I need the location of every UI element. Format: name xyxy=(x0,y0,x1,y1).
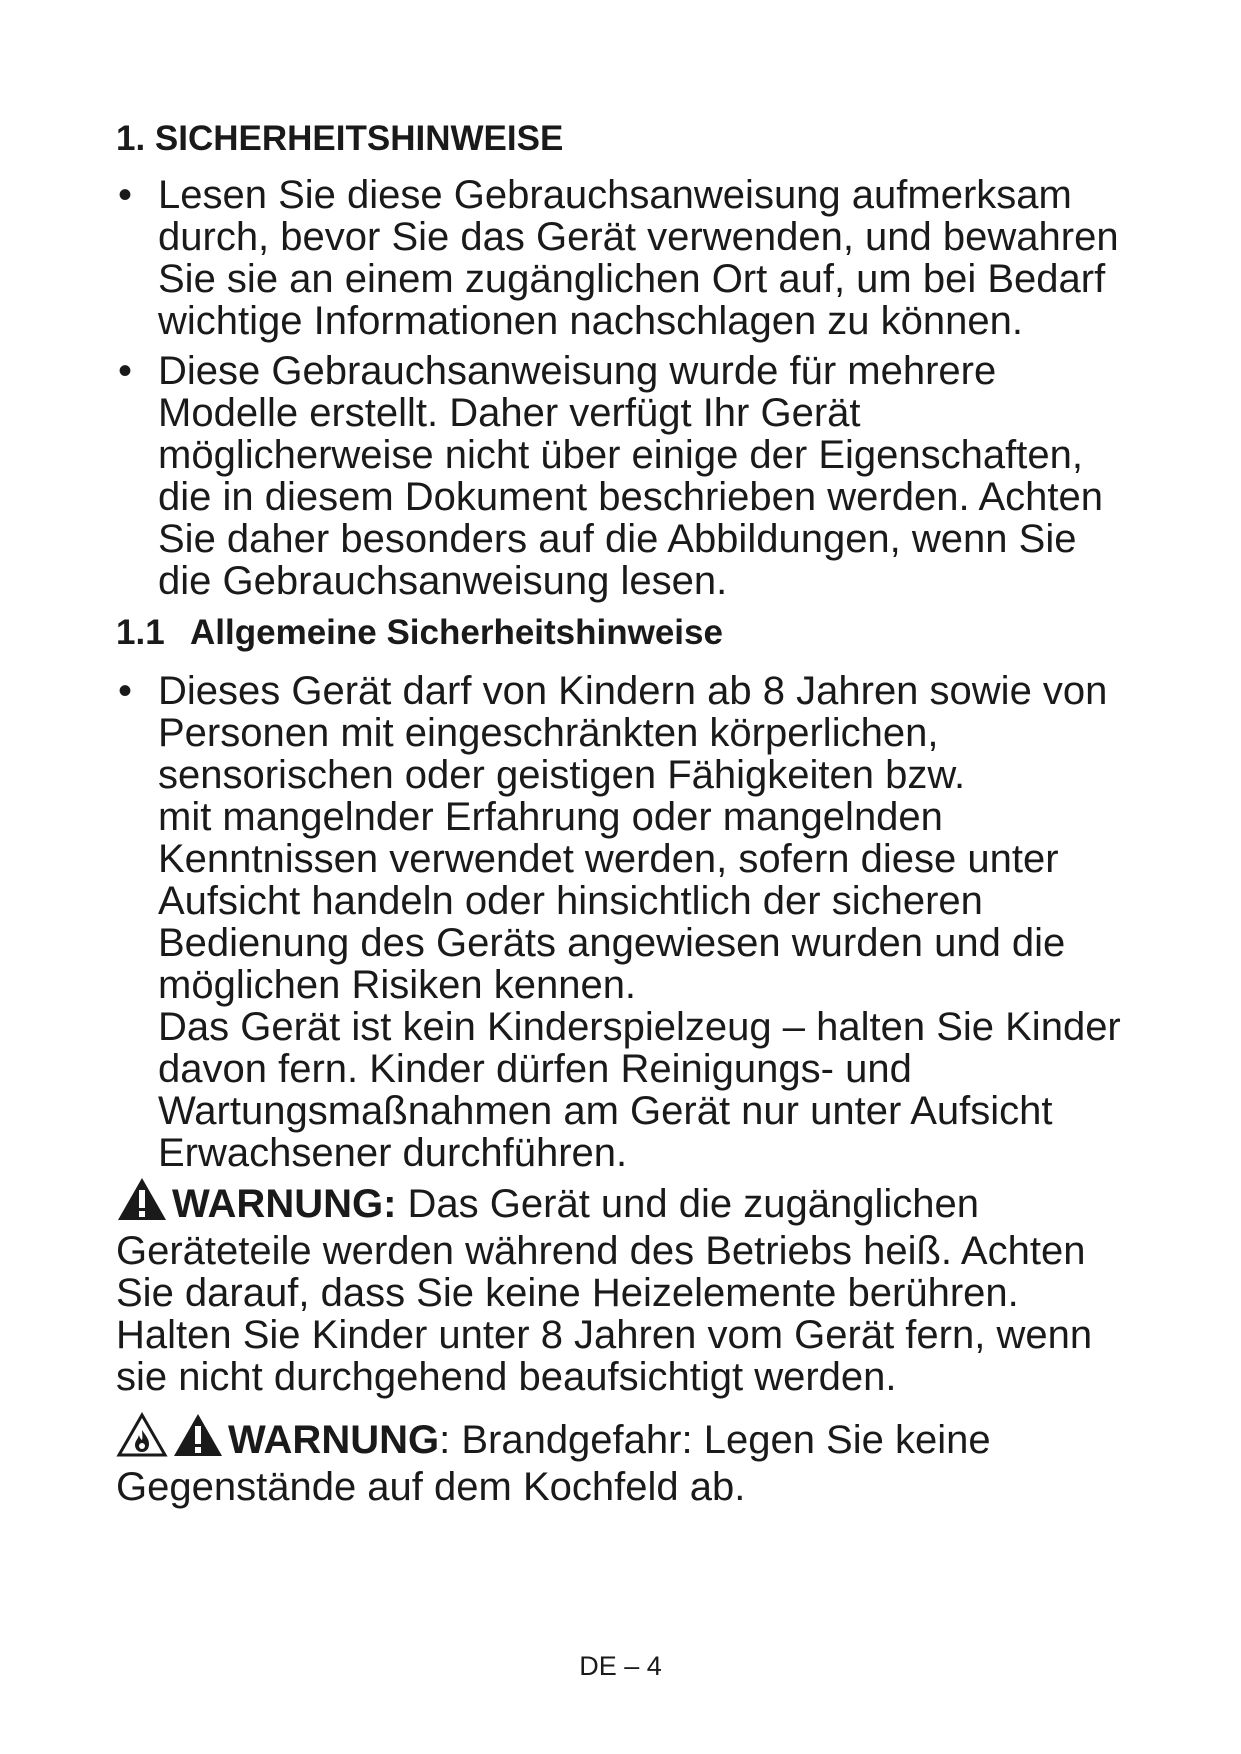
subsection-title xyxy=(116,612,1126,654)
subsection-number: 1.1 xyxy=(116,613,165,652)
warning-label: WARNUNG xyxy=(228,1418,440,1462)
warning-icon xyxy=(116,1176,168,1230)
list-item xyxy=(116,670,1126,1174)
page-number: DE – 4 xyxy=(579,1651,662,1681)
bullet-text: Lesen Sie diese Gebrauchsanweisung aufmerksam durch, bevor Sie das Gerät verwenden, und bewahren Sie sie an einem zugänglichen Ort auf, um bei Bedarf wichtige Informationen nachschlagen zu können. xyxy=(158,173,1119,343)
warning-text: : Brandgefahr: Legen Sie keine Gegenstände auf dem Kochfeld ab. xyxy=(116,1418,991,1509)
list-item xyxy=(116,350,1126,602)
bullet-symbol: • xyxy=(118,669,133,713)
bullet-symbol: • xyxy=(118,173,133,217)
fire-warning-icon xyxy=(116,1412,168,1466)
bullet-text-continued: mit mangelnder Erfahrung oder mangelnden Kenntnissen verwendet werden, sofern diese unter Aufsicht handeln oder hinsichtlich der sicheren Bedienung des Geräts angewiesen wurden und die möglichen Risiken kennen. xyxy=(158,795,1066,1007)
warning-block xyxy=(116,1412,1126,1508)
section-title: 1. SICHERHEITSHINWEISE xyxy=(116,119,564,158)
document-page xyxy=(116,118,1126,1522)
warning-text: Das Gerät und die zugänglichen Geräteteile werden während des Betriebs heiß. Achten Sie darauf, dass Sie keine Heizelemente berühren. Halten Sie Kinder unter 8 Jahren vom Gerät fern, wenn sie nicht durchgehend beaufsichtigt werden. xyxy=(116,1182,1093,1399)
bullet-text-continued: Das Gerät ist kein Kinderspielzeug – halten Sie Kinder davon fern. Kinder dürfen Reinigungs- und Wartungsmaßnahmen am Gerät nur unter Aufsicht Erwachsener durchführen. xyxy=(158,1005,1121,1175)
subsection-title-text: Allgemeine Sicherheitshinweise xyxy=(190,613,723,652)
warning-icon xyxy=(172,1412,224,1466)
warning-label: WARNUNG: xyxy=(172,1182,397,1226)
bullet-symbol: • xyxy=(118,349,133,393)
bullet-text: Dieses Gerät darf von Kindern ab 8 Jahren sowie von Personen mit eingeschränkten körperlichen, sensorischen oder geistigen Fähigkeiten bzw. xyxy=(158,669,1108,797)
bullet-text: Diese Gebrauchsanweisung wurde für mehrere Modelle erstellt. Daher verfügt Ihr Gerät möglicherweise nicht über einige der Eigenschaften, die in diesem Dokument beschrieben werden. Achten Sie daher besonders auf die Abbildungen, wenn Sie die Gebrauchsanweisung lesen. xyxy=(158,349,1103,603)
list-item xyxy=(116,174,1126,342)
warning-block xyxy=(116,1176,1126,1398)
